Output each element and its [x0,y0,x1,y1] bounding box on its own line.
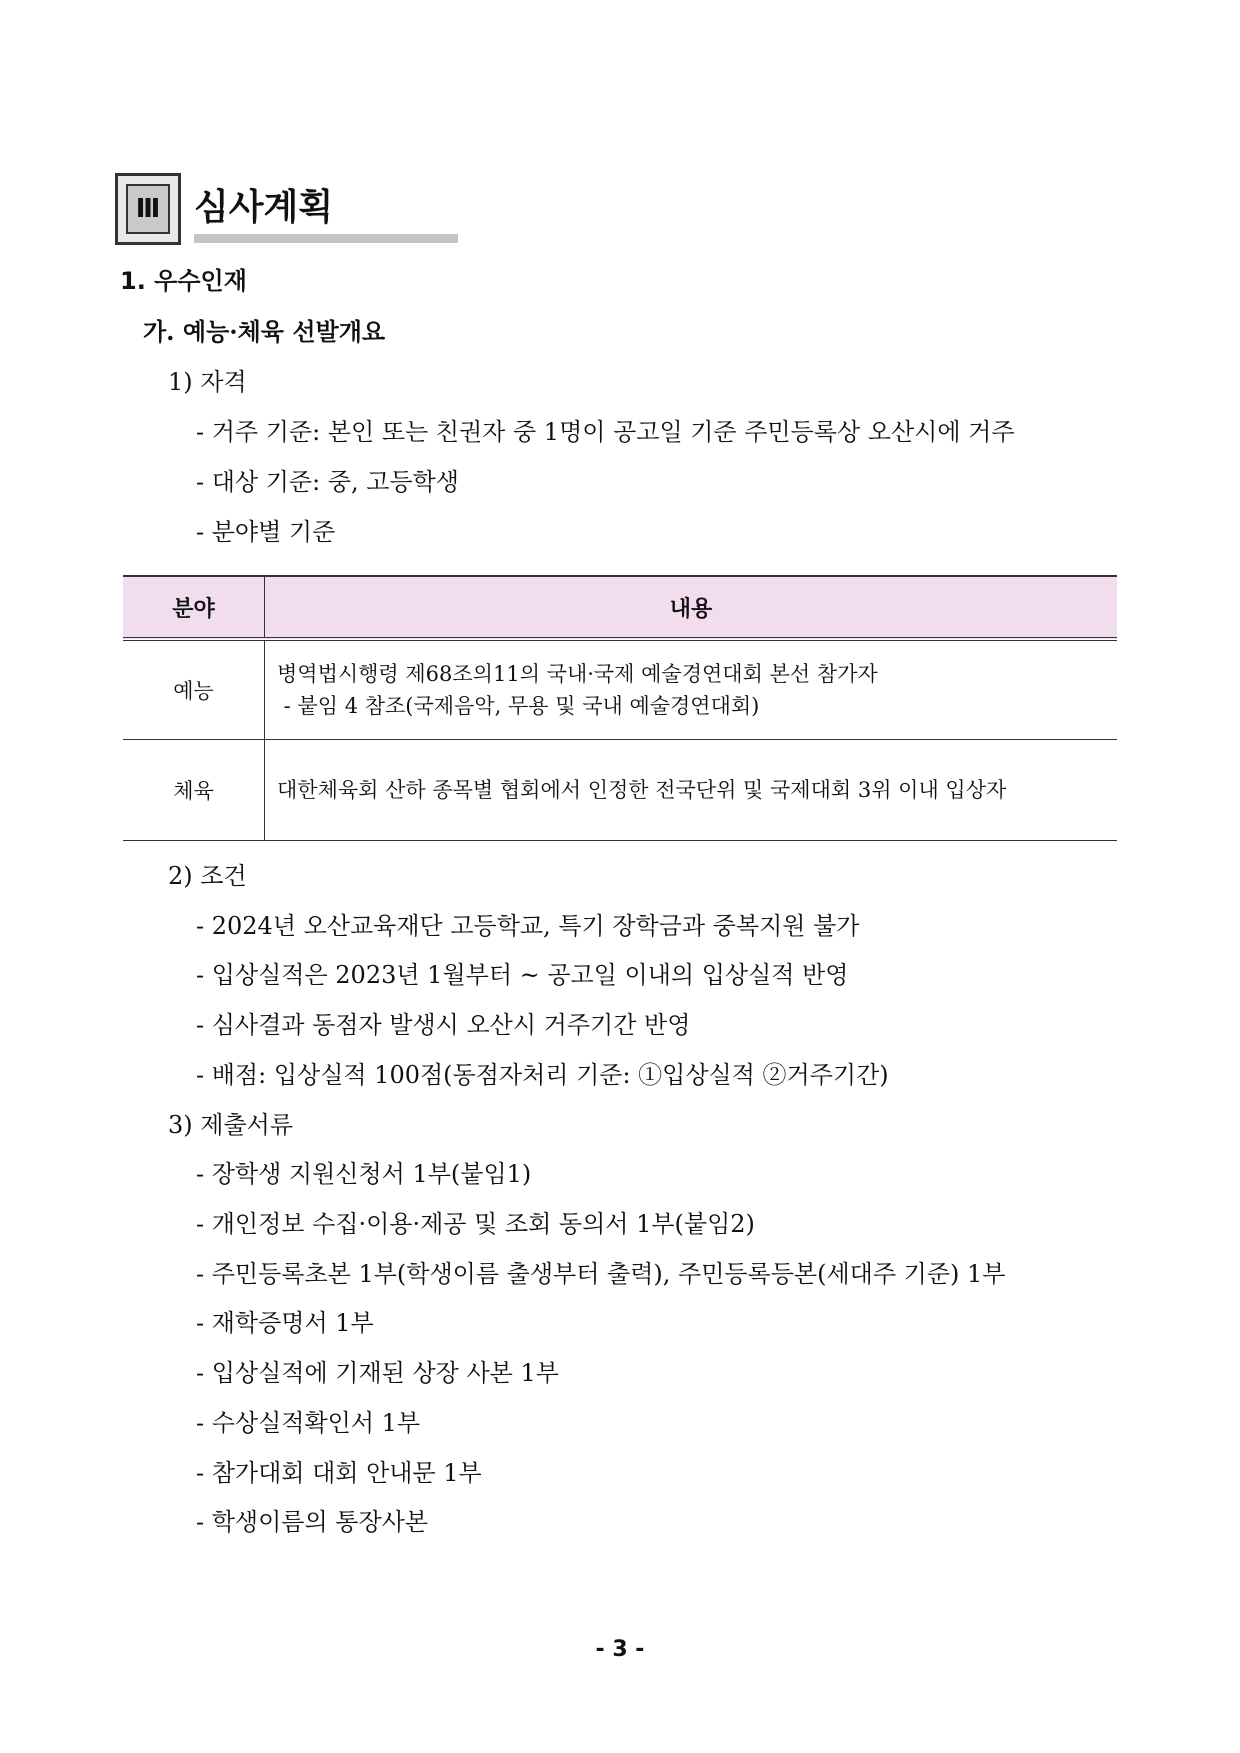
document-item: - 참가대회 대회 안내문 1부 [196,1459,482,1487]
content-cell [265,639,1118,740]
qualification-item: - 거주 기준: 본인 또는 친권자 중 1명이 공고일 기준 주민등록상 오산시에 거주 [196,418,1015,446]
document-item: - 입상실적에 기재된 상장 사본 1부 [196,1359,559,1387]
qualification-item: - 분야별 기준 [196,518,336,546]
criteria-table [123,575,1117,841]
section-number-box [115,173,181,245]
content-cell: 대한체육회 산하 종목별 협회에서 인정한 전국단위 및 국제대회 3위 이내 입상자 [265,740,1118,841]
table-header-row [123,576,1117,639]
heading-1: 1. 우수인재 [120,267,247,295]
section-number: Ⅲ [126,184,170,234]
title-underline [194,234,458,243]
document-item: - 주민등록초본 1부(학생이름 출생부터 출력), 주민등록등본(세대주 기준) 1부 [196,1260,1006,1288]
table-row [123,740,1117,841]
page-number: - 3 - [595,1637,645,1662]
documents-title: 3) 제출서류 [168,1111,293,1139]
condition-item: - 심사결과 동점자 발생시 오산시 거주기간 반영 [196,1011,691,1039]
document-item: - 장학생 지원신청서 1부(붙임1) [196,1160,532,1188]
document-item: - 개인정보 수집·이용·제공 및 조회 동의서 1부(붙임2) [196,1210,755,1238]
condition-item: - 2024년 오산교육재단 고등학교, 특기 장학금과 중복지원 불가 [196,912,860,940]
condition-item: - 입상실적은 2023년 1월부터 ~ 공고일 이내의 입상실적 반영 [196,961,849,989]
document-item: - 재학증명서 1부 [196,1309,374,1337]
table-row [123,639,1117,740]
field-cell: 체육 [123,740,265,841]
document-item: - 학생이름의 통장사본 [196,1508,429,1536]
document-item: - 수상실적확인서 1부 [196,1409,421,1437]
header-field: 분야 [123,576,265,639]
condition-item: - 배점: 입상실적 100점(동점자처리 기준: ①입상실적 ②거주기간) [196,1061,889,1089]
header-content: 내용 [265,576,1118,639]
qualification-item: - 대상 기준: 중, 고등학생 [196,468,459,496]
content-line: 병역법시행령 제68조의11의 국내·국제 예술경연대회 본선 참가자 [277,662,878,686]
heading-2: 가. 예능·체육 선발개요 [143,317,386,346]
field-cell: 예능 [123,639,265,740]
content-line: - 붙임 4 참조(국제음악, 무용 및 국내 예술경연대회) [277,694,760,718]
qualification-title: 1) 자격 [168,368,247,396]
section-title: 심사계획 [194,187,334,228]
conditions-title: 2) 조건 [168,862,247,890]
